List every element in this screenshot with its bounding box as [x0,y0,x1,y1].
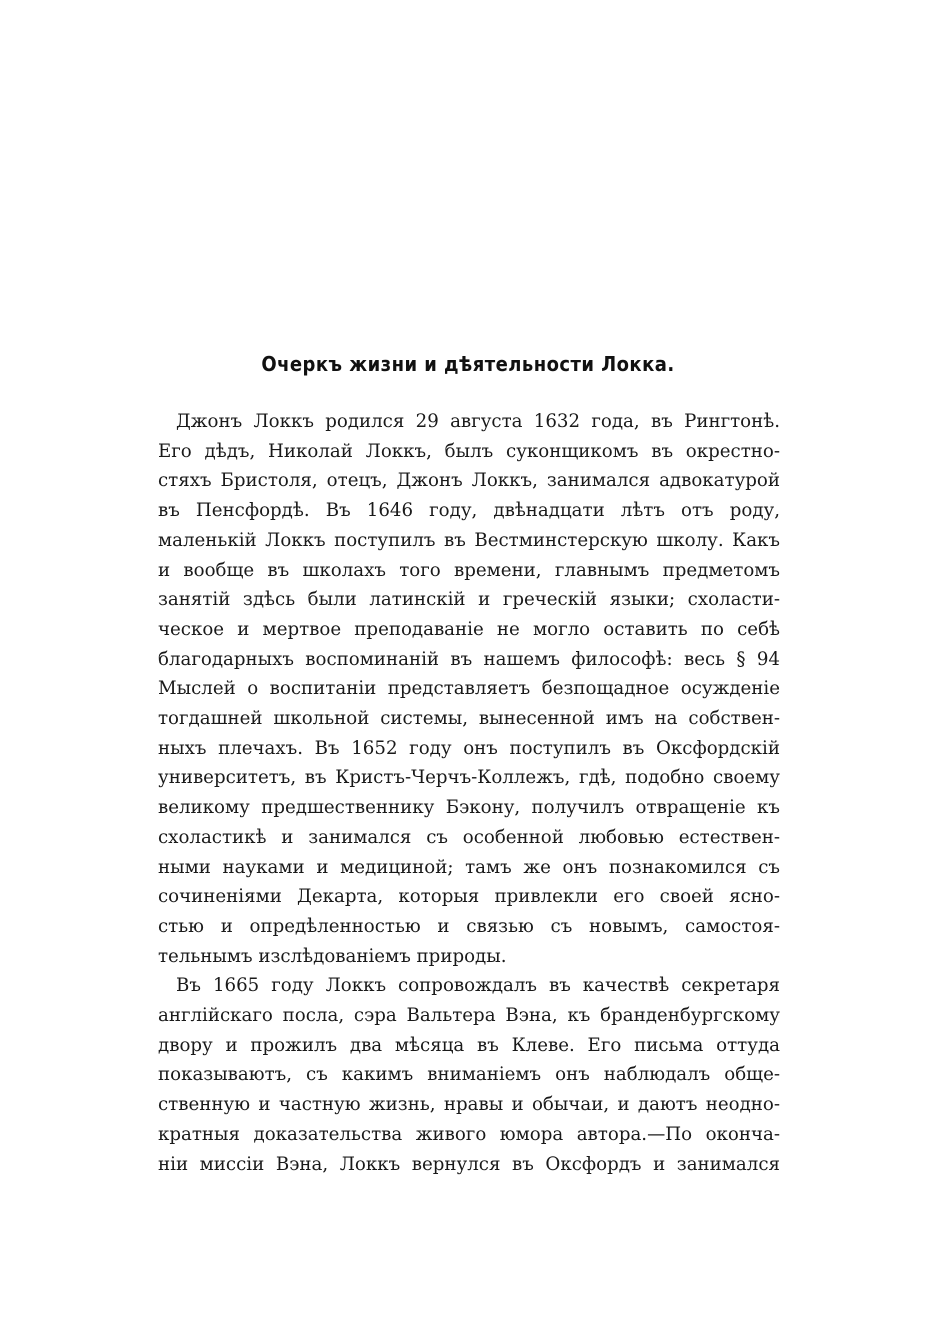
text-line: тогдашней школьной системы, вынесенной имъ на собствен- [158,708,780,729]
text-line: ными науками и медициной; тамъ же онъ познакомился съ [158,856,780,878]
text-line: кратныя доказательства живого юмора автора.—По оконча- [158,1123,780,1145]
text-line: университетъ, въ Кристъ-Черчъ-Коллежъ, гдѣ, подобно своему [158,767,780,789]
text-line: Его дѣдъ, Николай Локкъ, былъ суконщикомъ въ окрестно- [158,440,780,462]
text-line: стяхъ Бристоля, отецъ, Джонъ Локкъ, занимался адвокатурой [158,470,780,492]
text-line: схоластикѣ и занимался съ особенной любовью естествен- [158,826,780,848]
text-line: ніи миссіи Вэна, Локкъ вернулся въ Оксфордъ и занимался [158,1153,780,1175]
text-line: великому предшественнику Бэкону, получилъ отвращеніе къ [158,797,780,819]
text-line: маленькій Локкъ поступилъ въ Вестминстерскую школу. Какъ [158,529,780,551]
text-line: сочиненіями Декарта, которыя привлекли его своей ясно- [158,886,780,908]
text-line: англійскаго посла, сэра Вальтера Вэна, къ бранденбургскому [158,1005,780,1026]
text-line: и вообще въ школахъ того времени, главнымъ предметомъ [158,559,780,581]
chapter-title: Очеркъ жизни и дѣятельности Локка. [261,352,675,376]
text-line: благодарныхъ воспоминаній въ нашемъ философѣ: весь § 94 [158,648,780,670]
text-line: Въ 1665 году Локкъ сопровождалъ въ качествѣ секретаря [176,975,780,997]
text-line: Джонъ Локкъ родился 29 августа 1632 года, въ Рингтонѣ. [176,411,780,432]
text-line: занятій здѣсь были латинскій и греческій языки; схоласти- [158,589,780,611]
text-line: въ Пенсфордѣ. Въ 1646 году, двѣнадцати лѣтъ отъ роду, [158,500,780,522]
text-line: Мыслей о воспитаніи представляетъ безпощадное осужденіе [158,678,780,700]
text-line: двору и прожилъ два мѣсяца въ Клеве. Его письма оттуда [158,1034,780,1056]
text-line: показываютъ, съ какимъ вниманіемъ онъ наблюдалъ обще- [158,1064,780,1086]
text-line: ческое и мертвое преподаваніе не могло оставить по себѣ [158,618,780,640]
text-line: ныхъ плечахъ. Въ 1652 году онъ поступилъ въ Оксфордскій [158,737,780,759]
text-line: ственную и частную жизнь, нравы и обычаи, и даютъ неодно- [158,1094,780,1116]
text-line: тельнымъ изслѣдованіемъ природы. [158,945,507,967]
text-line: стью и опредѣленностью и связью съ новымъ, самостоя- [158,915,780,937]
